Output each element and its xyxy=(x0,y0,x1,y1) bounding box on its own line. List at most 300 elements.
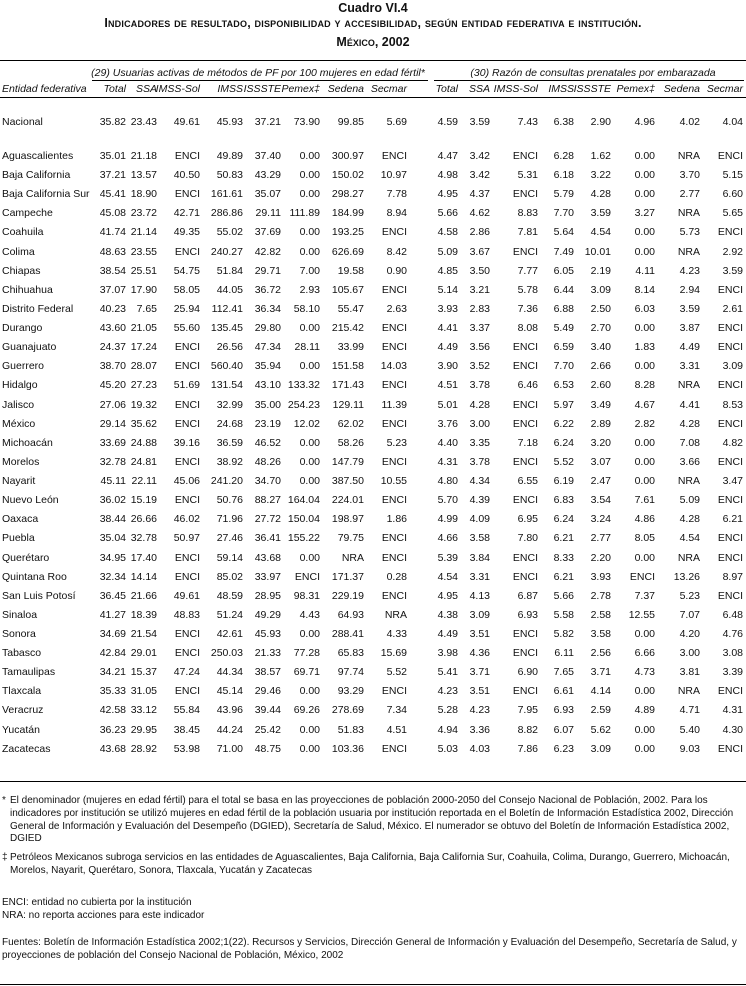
table-cell: NRA xyxy=(341,551,364,564)
column-header-entity: Entidad federativa xyxy=(2,83,87,95)
table-cell: 2.19 xyxy=(590,264,611,277)
table-cell: 44.24 xyxy=(216,723,243,736)
table-cell: 6.21 xyxy=(553,570,574,583)
table-cell: 21.66 xyxy=(130,589,157,602)
table-cell: 7.81 xyxy=(517,226,538,239)
table-cell: ENCI xyxy=(629,570,655,583)
column-header-right-2: SSA xyxy=(468,83,490,95)
table-cell: 5.79 xyxy=(553,188,574,201)
column-header-left-4: IMSS xyxy=(217,83,243,95)
table-cell: 5.82 xyxy=(553,628,574,640)
entity-name: Querétaro xyxy=(2,551,50,564)
table-cell: 4.99 xyxy=(437,513,458,526)
table-cell: 17.90 xyxy=(130,283,157,296)
table-cell: 9.03 xyxy=(679,742,700,755)
table-row xyxy=(0,471,746,491)
table-cell: 0.00 xyxy=(634,169,655,182)
table-cell: 34.69 xyxy=(99,628,126,640)
table-cell: 4.82 xyxy=(722,436,743,449)
table-cell: ENCI xyxy=(381,742,407,755)
table-cell: 50.97 xyxy=(173,532,200,545)
table-cell: 4.86 xyxy=(634,513,655,526)
table-cell: 6.07 xyxy=(553,723,574,736)
table-cell: 0.00 xyxy=(299,169,320,182)
table-cell: 2.83 xyxy=(469,302,490,315)
table-cell: 5.03 xyxy=(437,742,458,755)
table-cell: 4.39 xyxy=(469,494,490,507)
table-cell: 50.76 xyxy=(216,494,243,507)
table-cell: 35.00 xyxy=(254,398,281,411)
table-cell: 38.92 xyxy=(216,455,243,468)
column-header-right-5: ISSSTE xyxy=(573,83,611,95)
table-cell: 49.29 xyxy=(254,608,281,621)
column-header-right-8: Secmar xyxy=(706,83,743,95)
table-cell: 4.95 xyxy=(437,589,458,602)
table-cell: 49.61 xyxy=(173,116,200,128)
table-row xyxy=(0,280,746,300)
table-cell: 38.45 xyxy=(173,723,200,736)
table-cell: 6.90 xyxy=(517,666,538,679)
table-cell: 7.78 xyxy=(386,188,407,201)
table-cell: 27.06 xyxy=(99,398,126,411)
table-cell: 2.90 xyxy=(590,116,611,128)
table-cell: 93.29 xyxy=(337,685,364,698)
table-cell: 32.78 xyxy=(99,455,126,468)
table-cell: 3.20 xyxy=(590,436,611,449)
table-cell: NRA xyxy=(677,150,700,162)
table-cell: ENCI xyxy=(381,532,407,545)
table-cell: 97.74 xyxy=(337,666,364,679)
table-cell: ENCI xyxy=(174,685,200,698)
table-cell: 42.71 xyxy=(173,207,200,220)
table-cell: 44.05 xyxy=(216,283,243,296)
table-cell: 5.41 xyxy=(437,666,458,679)
table-cell: 5.58 xyxy=(553,608,574,621)
table-cell: 36.59 xyxy=(216,436,243,449)
table-cell: 4.59 xyxy=(437,116,458,128)
table-row xyxy=(0,681,746,701)
table-cell: 0.00 xyxy=(634,475,655,488)
table-cell: 21.54 xyxy=(130,628,157,640)
table-cell: ENCI xyxy=(381,341,407,354)
table-cell: 23.72 xyxy=(130,207,157,220)
table-row xyxy=(0,146,746,166)
table-cell: 0.00 xyxy=(634,742,655,755)
table-cell: 88.27 xyxy=(254,494,281,507)
column-header-right-4: IMSS xyxy=(548,83,574,95)
table-cell: 58.26 xyxy=(337,436,364,449)
table-cell: ENCI xyxy=(174,341,200,354)
entity-name: Nacional xyxy=(2,116,43,128)
table-cell: 10.55 xyxy=(380,475,407,488)
table-cell: 69.71 xyxy=(293,666,320,679)
table-cell: 36.23 xyxy=(99,723,126,736)
legend-nra: NRA: no reporta acciones para este indicador xyxy=(2,910,205,921)
table-cell: 6.95 xyxy=(517,513,538,526)
table-cell: 25.51 xyxy=(130,264,157,277)
table-row xyxy=(0,414,746,434)
table-cell: 6.38 xyxy=(553,116,574,128)
table-cell: 41.27 xyxy=(99,608,126,621)
table-cell: 71.96 xyxy=(216,513,243,526)
table-cell: 51.24 xyxy=(216,608,243,621)
table-cell: 3.36 xyxy=(469,723,490,736)
table-cell: 288.41 xyxy=(331,628,364,640)
table-cell: 3.52 xyxy=(469,360,490,373)
table-cell: 28.11 xyxy=(294,341,320,354)
table-cell: 3.76 xyxy=(437,417,458,430)
table-cell: 37.40 xyxy=(254,150,281,162)
table-cell: 21.33 xyxy=(254,647,281,660)
table-row xyxy=(0,643,746,663)
table-cell: 38.57 xyxy=(254,666,281,679)
table-cell: ENCI xyxy=(512,417,538,430)
table-cell: 240.27 xyxy=(210,245,243,258)
table-cell: ENCI xyxy=(174,494,200,507)
table-cell: 3.71 xyxy=(590,666,611,679)
table-cell: 3.66 xyxy=(679,455,700,468)
column-header-right-3: IMSS-Sol xyxy=(493,83,538,95)
table-cell: 5.39 xyxy=(437,551,458,564)
table-cell: 2.93 xyxy=(299,283,320,296)
table-cell: 15.37 xyxy=(130,666,157,679)
table-cell: 0.00 xyxy=(299,150,320,162)
table-cell: 250.03 xyxy=(210,647,243,660)
table-cell: 29.46 xyxy=(254,685,281,698)
table-cell: 0.00 xyxy=(299,360,320,373)
table-cell: 133.32 xyxy=(287,379,320,392)
table-cell: 47.34 xyxy=(254,341,281,354)
table-cell: 5.69 xyxy=(386,116,407,128)
table-cell: 5.65 xyxy=(722,207,743,220)
table-cell: 2.78 xyxy=(590,589,611,602)
table-cell: 2.20 xyxy=(590,551,611,564)
table-cell: 254.23 xyxy=(287,398,320,411)
table-cell: 4.23 xyxy=(679,264,700,277)
table-cell: 4.41 xyxy=(437,322,458,335)
table-cell: 3.70 xyxy=(679,169,700,182)
column-header-left-1: Total xyxy=(103,83,126,95)
table-cell: 45.14 xyxy=(216,685,243,698)
table-cell: 560.40 xyxy=(210,360,243,373)
table-cell: 3.67 xyxy=(469,245,490,258)
table-cell: 2.77 xyxy=(679,188,700,201)
table-cell: 19.32 xyxy=(130,398,157,411)
table-cell: ENCI xyxy=(381,589,407,602)
table-cell: 6.53 xyxy=(553,379,574,392)
table-cell: 0.00 xyxy=(634,685,655,698)
entity-name: Morelos xyxy=(2,455,40,468)
table-cell: 39.16 xyxy=(173,436,200,449)
table-cell: 23.55 xyxy=(130,245,157,258)
table-cell: 6.87 xyxy=(517,589,538,602)
table-cell: 164.04 xyxy=(287,494,320,507)
entity-name: Sonora xyxy=(2,628,36,640)
table-cell: 286.86 xyxy=(210,207,243,220)
table-cell: 37.07 xyxy=(99,283,126,296)
table-cell: 4.37 xyxy=(469,188,490,201)
column-header-left-6: Pemex‡ xyxy=(281,83,320,95)
table-cell: 3.37 xyxy=(469,322,490,335)
table-cell: 6.44 xyxy=(553,283,574,296)
table-cell: 17.24 xyxy=(130,341,157,354)
table-cell: 4.54 xyxy=(437,570,458,583)
table-cell: 0.00 xyxy=(634,245,655,258)
table-cell: 98.31 xyxy=(293,589,320,602)
table-cell: 5.52 xyxy=(553,455,574,468)
table-cell: 3.54 xyxy=(590,494,611,507)
table-cell: 8.05 xyxy=(634,532,655,545)
table-cell: 2.47 xyxy=(590,475,611,488)
table-cell: 4.33 xyxy=(386,628,407,640)
table-cell: 5.09 xyxy=(437,245,458,258)
table-cell: 43.68 xyxy=(254,551,281,564)
table-cell: ENCI xyxy=(174,455,200,468)
table-cell: 55.02 xyxy=(216,226,243,239)
table-cell: ENCI xyxy=(294,570,320,583)
entity-name: Chiapas xyxy=(2,264,41,277)
entity-name: Quintana Roo xyxy=(2,570,67,583)
table-cell: 18.90 xyxy=(130,188,157,201)
table-cell: ENCI xyxy=(512,188,538,201)
entity-name: Coahuila xyxy=(2,226,44,239)
table-row xyxy=(0,356,746,376)
table-cell: 241.20 xyxy=(210,475,243,488)
table-cell: 4.31 xyxy=(437,455,458,468)
table-cell: 33.12 xyxy=(130,704,157,717)
table-cell: 5.23 xyxy=(386,436,407,449)
table-cell: 31.05 xyxy=(130,685,157,698)
table-cell: 5.66 xyxy=(437,207,458,220)
table-cell: 28.95 xyxy=(254,589,281,602)
table-row xyxy=(0,433,746,453)
table-cell: 0.00 xyxy=(634,436,655,449)
table-cell: 2.77 xyxy=(590,532,611,545)
table-cell: 2.63 xyxy=(386,302,407,315)
table-cell: 4.02 xyxy=(679,116,700,128)
table-cell: 3.51 xyxy=(469,628,490,640)
table-cell: 45.11 xyxy=(100,475,126,488)
table-cell: 7.70 xyxy=(553,360,574,373)
group-header-right: (30) Razón de consultas prenatales por embarazada xyxy=(470,67,716,79)
table-cell: 3.93 xyxy=(590,570,611,583)
table-cell: 54.75 xyxy=(173,264,200,277)
table-cell: ENCI xyxy=(512,628,538,640)
entity-name: México xyxy=(2,417,36,430)
table-cell: 38.54 xyxy=(99,264,126,277)
table-cell: 7.34 xyxy=(386,704,407,717)
table-row xyxy=(0,528,746,548)
table-cell: 4.20 xyxy=(679,628,700,640)
table-cell: 22.11 xyxy=(131,475,157,488)
table-cell: ENCI xyxy=(381,150,407,162)
column-header-left-5: ISSSTE xyxy=(243,83,281,95)
table-cell: 51.83 xyxy=(337,723,364,736)
table-cell: 35.04 xyxy=(99,532,126,545)
table-cell: 4.30 xyxy=(722,723,743,736)
table-cell: 103.36 xyxy=(331,742,364,755)
table-cell: 3.09 xyxy=(590,283,611,296)
table-row xyxy=(0,567,746,587)
table-cell: 6.21 xyxy=(553,532,574,545)
entity-name: Sinaloa xyxy=(2,608,38,621)
table-cell: 29.71 xyxy=(254,264,281,277)
table-cell: 4.98 xyxy=(437,169,458,182)
table-cell: 6.66 xyxy=(634,647,655,660)
table-cell: 5.66 xyxy=(553,589,574,602)
table-cell: ENCI xyxy=(174,398,200,411)
column-header-right-7: Sedena xyxy=(663,83,700,95)
table-cell: 99.85 xyxy=(337,116,364,128)
table-cell: 7.36 xyxy=(517,302,538,315)
table-cell: NRA xyxy=(384,608,407,621)
table-cell: 3.08 xyxy=(722,647,743,660)
table-cell: ENCI xyxy=(512,150,538,162)
table-cell: NRA xyxy=(677,475,700,488)
table-cell: 35.01 xyxy=(99,150,126,162)
table-cell: 0.00 xyxy=(299,436,320,449)
table-cell: 215.42 xyxy=(331,322,364,335)
entity-name: Tamaulipas xyxy=(2,666,56,679)
table-cell: 27.46 xyxy=(216,532,243,545)
table-cell: 161.61 xyxy=(210,188,243,201)
table-cell: 229.19 xyxy=(331,589,364,602)
table-cell: 42.61 xyxy=(216,628,243,640)
table-cell: 10.01 xyxy=(584,245,611,258)
table-cell: 5.97 xyxy=(553,398,574,411)
column-header-right-6: Pemex‡ xyxy=(616,83,655,95)
table-cell: 73.90 xyxy=(293,116,320,128)
table-cell: 4.51 xyxy=(437,379,458,392)
table-cell: ENCI xyxy=(381,226,407,239)
table-cell: ENCI xyxy=(174,245,200,258)
table-row xyxy=(0,375,746,395)
entity-name: Baja California xyxy=(2,169,71,182)
table-cell: 41.74 xyxy=(99,226,126,239)
table-row xyxy=(0,605,746,625)
table-cell: 5.52 xyxy=(386,666,407,679)
table-cell: ENCI xyxy=(381,417,407,430)
table-cell: 7.95 xyxy=(517,704,538,717)
table-cell: 3.35 xyxy=(469,436,490,449)
table-cell: NRA xyxy=(677,245,700,258)
table-cell: 7.07 xyxy=(679,608,700,621)
entity-name: Zacatecas xyxy=(2,742,51,755)
table-cell: 8.97 xyxy=(722,570,743,583)
table-row xyxy=(0,395,746,415)
entity-name: Hidalgo xyxy=(2,379,38,392)
table-cell: 193.25 xyxy=(331,226,364,239)
bottom-rule xyxy=(0,781,746,782)
table-cell: 37.21 xyxy=(99,169,126,182)
table-cell: 51.84 xyxy=(216,264,243,277)
table-cell: 6.28 xyxy=(553,150,574,162)
table-cell: 4.38 xyxy=(437,608,458,621)
footnote-dagger-mark: ‡ xyxy=(2,852,8,863)
table-cell: 18.39 xyxy=(130,608,157,621)
table-cell: 4.73 xyxy=(634,666,655,679)
table-cell: 2.70 xyxy=(590,322,611,335)
column-header-right-1: Total xyxy=(435,83,458,95)
table-cell: 53.98 xyxy=(173,742,200,755)
table-row xyxy=(0,112,746,132)
table-cell: 14.03 xyxy=(380,360,407,373)
entity-name: Chihuahua xyxy=(2,283,53,296)
table-cell: 32.99 xyxy=(216,398,243,411)
table-row xyxy=(0,222,746,242)
table-cell: 3.59 xyxy=(722,264,743,277)
table-cell: 0.00 xyxy=(634,322,655,335)
table-cell: 35.62 xyxy=(130,417,157,430)
table-cell: 171.43 xyxy=(331,379,364,392)
table-cell: 4.28 xyxy=(469,398,490,411)
entity-name: Guanajuato xyxy=(2,341,57,354)
table-cell: 10.97 xyxy=(380,169,407,182)
table-cell: 6.22 xyxy=(553,417,574,430)
footnote-star xyxy=(2,795,744,846)
table-cell: 2.66 xyxy=(590,360,611,373)
table-cell: 3.47 xyxy=(722,475,743,488)
table-cell: 3.22 xyxy=(590,169,611,182)
table-row xyxy=(0,165,746,185)
table-cell: 0.00 xyxy=(299,226,320,239)
table-cell: 64.93 xyxy=(337,608,364,621)
table-cell: 35.94 xyxy=(254,360,281,373)
table-cell: 55.84 xyxy=(173,704,200,717)
table-cell: 49.89 xyxy=(216,150,243,162)
table-cell: 36.02 xyxy=(99,494,126,507)
table-cell: ENCI xyxy=(512,551,538,564)
table-cell: 2.59 xyxy=(590,704,611,717)
table-cell: 0.00 xyxy=(299,685,320,698)
table-row xyxy=(0,720,746,740)
table-cell: 43.10 xyxy=(254,379,281,392)
table-cell: 48.63 xyxy=(99,245,126,258)
table-cell: 2.92 xyxy=(722,245,743,258)
table-cell: 46.52 xyxy=(254,436,281,449)
table-cell: ENCI xyxy=(512,341,538,354)
table-cell: 32.34 xyxy=(99,570,126,583)
table-cell: 4.23 xyxy=(469,704,490,717)
table-cell: 6.03 xyxy=(634,302,655,315)
table-cell: 387.50 xyxy=(331,475,364,488)
legend-enci: ENCI: entidad no cubierta por la institución xyxy=(2,897,192,908)
table-cell: 19.58 xyxy=(337,264,364,277)
table-title: Indicadores de resultado, disponibilidad y accesibilidad, según entidad federativa e institución. xyxy=(104,16,642,30)
page-rule xyxy=(0,984,746,985)
table-cell: 0.00 xyxy=(299,455,320,468)
table-cell: 4.09 xyxy=(469,513,490,526)
table-cell: 224.01 xyxy=(331,494,364,507)
table-cell: 4.76 xyxy=(722,628,743,640)
table-cell: 6.55 xyxy=(517,475,538,488)
table-cell: 7.77 xyxy=(517,264,538,277)
entity-name: Colima xyxy=(2,245,35,258)
table-cell: 0.00 xyxy=(634,360,655,373)
table-cell: ENCI xyxy=(717,226,743,239)
table-cell: 21.05 xyxy=(130,322,157,335)
table-cell: 3.71 xyxy=(469,666,490,679)
table-row xyxy=(0,452,746,472)
table-cell: 29.11 xyxy=(255,207,281,220)
table-cell: 6.88 xyxy=(553,302,574,315)
column-header-row xyxy=(0,82,746,96)
table-cell: 4.85 xyxy=(437,264,458,277)
entity-name: Nayarit xyxy=(2,475,36,488)
table-row xyxy=(0,509,746,529)
table-cell: 6.59 xyxy=(553,341,574,354)
table-cell: 13.26 xyxy=(673,570,700,583)
